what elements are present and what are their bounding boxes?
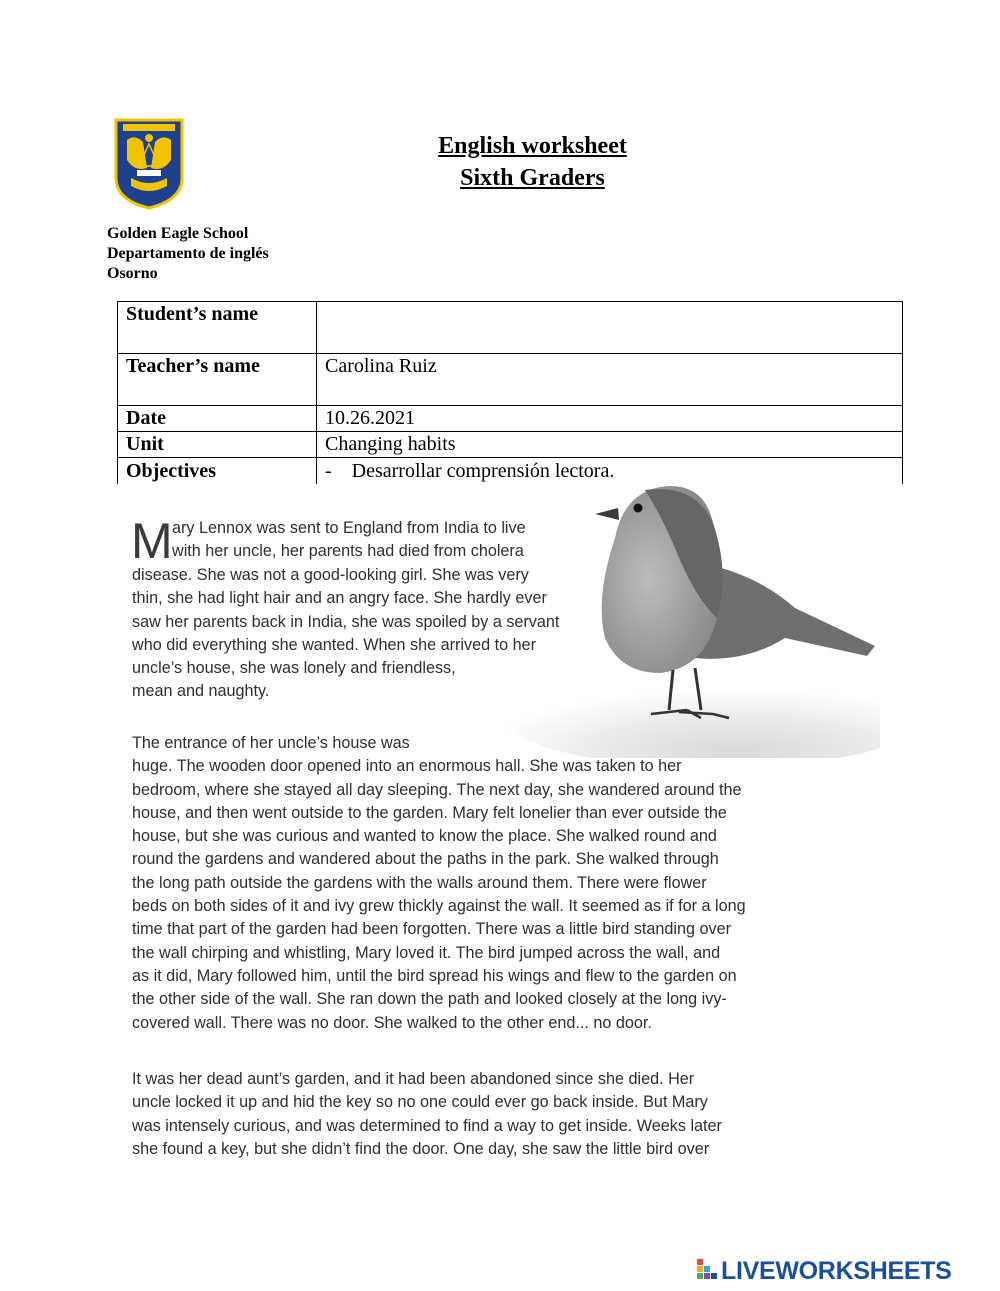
story-line: huge. The wooden door opened into an enormous hall. She was taken to her [132,757,682,776]
story-line: bedroom, where she stayed all day sleeping. The next day, she wandered around the [132,780,742,799]
drop-cap: M [131,513,173,569]
story-line: It was her dead aunt’s garden, and it had been abandoned since she died. Her [132,1070,695,1088]
story-line: beds on both sides of it and ivy grew thickly against the wall. It seemed as if for a long [132,897,746,916]
story-line: she found a key, but she didn’t find the door. One day, she saw the little bird over [132,1139,710,1158]
school-info [107,224,269,284]
liveworksheets-icon [697,1259,719,1283]
story-line: was intensely curious, and was determined to find a way to get inside. Weeks later [132,1116,722,1135]
school-crest-logo [113,116,185,210]
teacher-name-value: Carolina Ruiz [317,354,903,406]
story-line: time that part of the garden had been forgotten. There was a little bird standing over [132,920,732,939]
worksheet-title: English worksheet [438,133,627,159]
liveworksheets-logo-text: LIVEWORKSHEETS [721,1257,952,1285]
unit-value: Changing habits [317,432,903,458]
story-line: thin, she had light hair and an angry face. She hardly ever [132,589,547,608]
story-line: disease. She was not a good-looking girl. She was very [132,566,529,584]
student-info-table [117,301,903,484]
school-name: Golden Eagle School [107,225,249,242]
story-paragraph-2 [132,732,746,1035]
story-line: the wall chirping and whistling, Mary loved it. The bird jumped across the wall, and [132,943,721,962]
story-line: covered wall. There was no door. She walked to the other end... no door. [132,1013,652,1032]
story-line: with her uncle, her parents had died from cholera [172,542,524,561]
story-line: the long path outside the gardens with the walls around them. There were flower [132,873,707,892]
teacher-name-label: Teacher’s name [118,354,317,406]
objectives-label: Objectives [118,458,317,485]
table-row [118,354,903,406]
table-row [118,406,903,432]
story-line: saw her parents back in India, she was spoiled by a servant [132,612,560,631]
school-department: Departamento de inglés [107,245,269,262]
school-city: Osorno [107,265,158,282]
story-paragraph-3 [132,1068,722,1161]
story-line: mean and naughty. [132,682,270,701]
table-row [118,302,903,354]
story-line: as it did, Mary followed him, until the bird spread his wings and flew to the garden on [132,966,737,985]
story-paragraph-1-opening [172,517,526,564]
table-row [118,432,903,458]
student-name-label: Student’s name [118,302,317,354]
story-line: who did everything she wanted. When she arrived to her [132,635,537,654]
story-line: The entrance of her uncle’s house was [132,734,410,752]
date-value: 10.26.2021 [317,406,903,432]
story-line: house, but she was curious and wanted to know the place. She walked round and [132,827,717,846]
worksheet-subtitle: Sixth Graders [460,165,605,191]
story-line: the other side of the wall. She ran down the path and looked closely at the long ivy- [132,990,727,1009]
story-line: round the gardens and wandered about the paths in the park. She walked through [132,850,719,869]
unit-label: Unit [118,432,317,458]
objectives-value: - Desarrollar comprensión lectora. [317,458,903,485]
story-line: house, and then went outside to the garden. Mary felt lonelier than ever outside the [132,803,727,822]
story-line: uncle’s house, she was lonely and friendless, [132,659,456,678]
date-label: Date [118,406,317,432]
story-paragraph-1 [132,564,559,704]
worksheet-title-block [330,130,735,194]
story-line: uncle locked it up and hid the key so no one could ever go back inside. But Mary [132,1093,708,1112]
story-line: ary Lennox was sent to England from India to live [172,519,526,537]
liveworksheets-logo[interactable] [697,1258,952,1284]
student-name-field[interactable] [317,302,903,354]
